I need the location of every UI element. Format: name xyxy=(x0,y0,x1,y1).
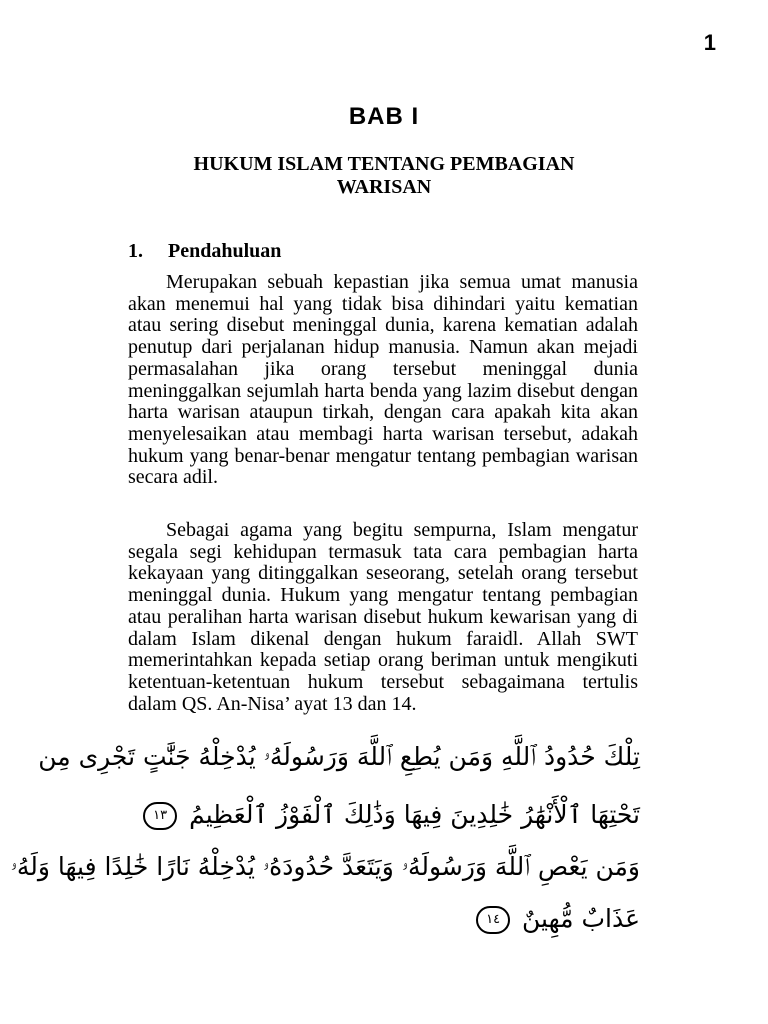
quran-verse-text: تِلْكَ حُدُودُ ٱللَّهِ وَمَن يُطِعِ ٱللَّهَ وَرَسُولَهُۥ يُدْخِلْهُ جَنَّٰتٍ تَجْرِى مِن xyxy=(38,742,640,771)
quran-verse-text: عَذَابٌ مُّهِينٌ xyxy=(522,904,640,933)
section-number: 1. xyxy=(128,240,143,262)
page-number: 1 xyxy=(703,30,716,55)
ayah-end-marker: ١٤ xyxy=(476,906,510,934)
section-heading xyxy=(128,240,281,263)
ayah-end-marker: ١٣ xyxy=(143,802,177,830)
body-paragraph: Merupakan sebuah kepastian jika semua umat manusia akan menemui hal yang tidak bisa dihindari yaitu kematian atau sering disebut meninggal dunia, karena kematian adalah penutup dari perjalanan hidup manusia. Namun akan mejadi permasalahan jika orang tersebut meninggal dunia meninggalkan sejumlah harta benda yang lazim disebut dengan harta warisan ataupun tirkah, dengan cara apakah kita akan menyelesaikan atau membagi harta warisan tersebut, adakah hukum yang benar-benar mengatur tentang pembagian warisan secara adil. xyxy=(128,271,638,489)
chapter-title: BAB I xyxy=(348,103,420,130)
quran-verse-line xyxy=(10,852,640,882)
section-title: Pendahuluan xyxy=(168,240,282,262)
quran-verse-line xyxy=(118,800,640,830)
body-paragraph: Sebagai agama yang begitu sempurna, Islam mengatur segala segi kehidupan termasuk tata cara pembagian harta kekayaan yang ditinggalkan seseorang, setelah orang tersebut meninggal dunia. Hukum yang mengatur tentang pembagian atau peralihan harta warisan disebut hukum kewarisan yang di dalam Islam dikenal dengan hukum faraidl. Allah SWT memerintahkan kepada setiap orang beriman untuk mengikuti ketentuan-ketentuan hukum tersebut sebagaimana tertulis dalam QS. An-Nisa’ ayat 13 dan 14. xyxy=(128,519,638,715)
quran-verse-line xyxy=(38,742,640,772)
quran-verse-text: تَحْتِهَا ٱلْأَنْهَٰرُ خَٰلِدِينَ فِيهَا وَذَٰلِكَ ٱلْفَوْزُ ٱلْعَظِيمُ xyxy=(189,800,640,829)
quran-verse-line xyxy=(118,904,640,934)
quran-verse-text: وَمَن يَعْصِ ٱللَّهَ وَرَسُولَهُۥ وَيَتَعَدَّ حُدُودَهُۥ يُدْخِلْهُ نَارًا خَٰلِدًا فِيهَا وَلَهُۥ xyxy=(10,852,640,881)
chapter-subtitle: HUKUM ISLAM TENTANG PEMBAGIAN WARISAN xyxy=(193,153,575,198)
